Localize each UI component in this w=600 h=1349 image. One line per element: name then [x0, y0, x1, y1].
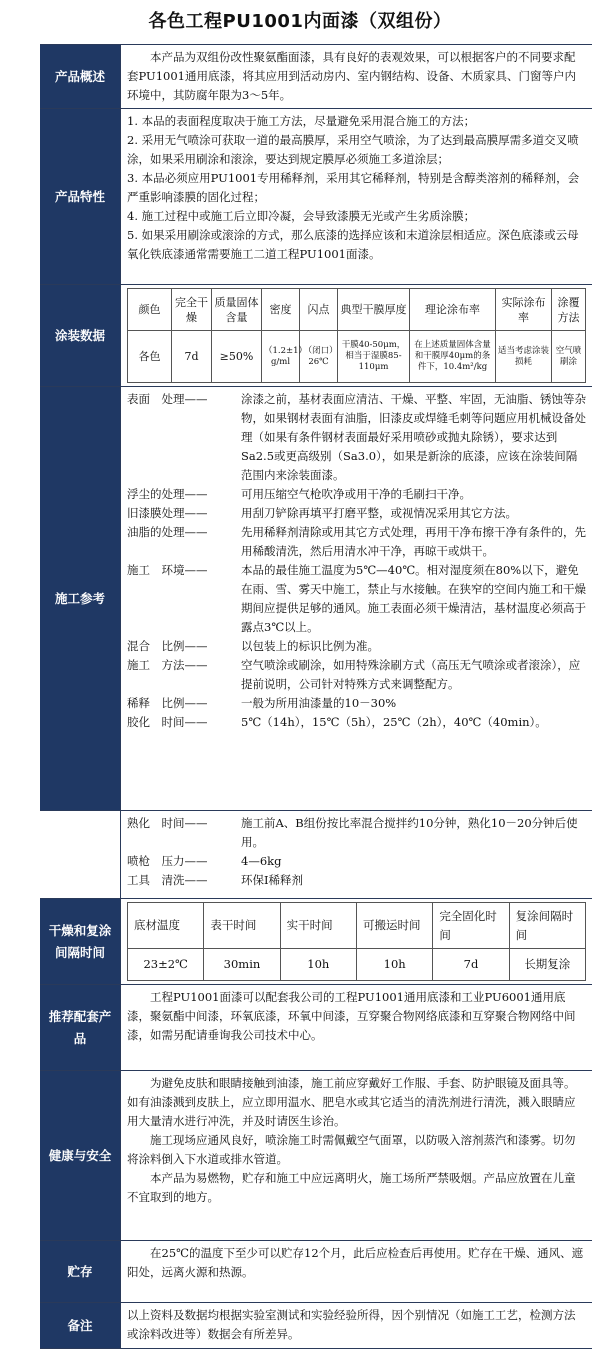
- curing-item: [127, 852, 586, 871]
- overview-heading: 产品概述: [40, 45, 121, 109]
- remarks-body: [121, 1303, 593, 1349]
- matching-heading: 推荐配套产品: [40, 985, 121, 1071]
- curing-label: 喷枪 压力——: [127, 854, 208, 868]
- drying-header-cell: 可搬运时间: [356, 903, 432, 949]
- coating-value-cell: 干膜40-50μm，相当于湿膜85-110μm: [338, 331, 410, 383]
- drying-header-cell: 底材温度: [128, 903, 204, 949]
- coating-value-cell: 在上述质量固体含量和干膜厚40μm的条件下，10.4m²/kg: [410, 331, 496, 383]
- drying-value-cell: 7d: [433, 949, 509, 981]
- construction-label: 浮尘的处理——: [127, 487, 208, 501]
- health-body: [121, 1071, 593, 1241]
- storage-text: 在25℃的温度下至少可以贮存12个月，此后应检查后再使用。贮存在干燥、通风、遮阳处，远离火源和热源。: [127, 1246, 584, 1279]
- coating-header-cell: 典型干膜厚度: [338, 289, 410, 331]
- construction-text: 5℃（14h），15℃（5h），25℃（2h），40℃（40min）。: [241, 715, 547, 729]
- coating-heading: 涂装数据: [40, 285, 121, 387]
- construction-text: 空气喷涂或刷涂，如用特殊涂刷方式（高压无气喷涂或者滚涂），应提前说明，公司针对特殊方式来调整配方。: [241, 658, 581, 691]
- coating-header-cell: 实际涂布率: [496, 289, 552, 331]
- matching-body: [121, 985, 593, 1071]
- construction-item: [127, 561, 586, 637]
- remarks-row: [40, 1303, 592, 1349]
- construction-text: 可用压缩空气枪吹净或用干净的毛刷扫干净。: [241, 487, 471, 501]
- feature-item: 4. 施工过程中或施工后立即冷凝，会导致漆膜无光或产生劣质涂膜；: [127, 209, 476, 223]
- construction-item: [127, 694, 586, 713]
- coating-row: [40, 285, 592, 387]
- coating-header-row: [128, 289, 586, 331]
- coating-value-cell: 空气喷刷涂: [552, 331, 586, 383]
- curing-text: 环保Ⅰ稀释剂: [241, 873, 304, 887]
- storage-heading: 贮存: [40, 1241, 121, 1303]
- matching-row: [40, 985, 592, 1071]
- coating-header-cell: 完全干燥: [172, 289, 212, 331]
- coating-body: [121, 285, 593, 387]
- construction-item: [127, 656, 586, 694]
- coating-header-cell: 理论涂布率: [410, 289, 496, 331]
- drying-value-cell: 长期复涂: [509, 949, 585, 981]
- overview-row: [40, 45, 592, 109]
- remarks-heading: 备注: [40, 1303, 121, 1349]
- coating-value-cell: 各色: [128, 331, 172, 383]
- feature-item: 1. 本品的表面程度取决于施工方法，尽量避免采用混合施工的方法；: [127, 114, 476, 128]
- coating-header-cell: 颜色: [128, 289, 172, 331]
- features-body: [121, 109, 593, 285]
- feature-item: 5. 如果采用刷涂或滚涂的方式，那么底漆的选择应该和末道涂层相适应。深色底漆或云母氧化铁底漆通常需要施工二道工程PU1001面漆。: [127, 228, 579, 261]
- feature-item: 2. 采用无气喷涂可获取一道的最高膜厚，采用空气喷涂，为了达到最高膜厚需多道交叉喷涂，如果采用刷涂和滚涂，要达到规定膜厚必须施工多道涂层；: [127, 133, 579, 166]
- construction-text: 以包装上的标识比例为准。: [241, 639, 379, 653]
- construction-row: [40, 387, 592, 811]
- health-paragraph: 施工现场应通风良好，喷涂施工时需佩戴空气面罩，以防吸入溶剂蒸汽和漆雾。切勿将涂料倒入下水道或排水管道。: [127, 1133, 576, 1166]
- coating-header-cell: 闪点: [300, 289, 338, 331]
- curing-body: [121, 811, 593, 899]
- construction-label: 稀释 比例——: [127, 696, 208, 710]
- coating-value-cell: 7d: [172, 331, 212, 383]
- construction-label: 油脂的处理——: [127, 525, 208, 539]
- drying-value-cell: 30min: [204, 949, 280, 981]
- curing-item: [127, 814, 586, 852]
- document-title: 各色工程PU1001内面漆（双组份）: [148, 11, 452, 32]
- storage-body: [121, 1241, 593, 1303]
- construction-text: 用刮刀铲除再填平打磨平整，或视情况采用其它方法。: [241, 506, 517, 520]
- construction-item: [127, 637, 586, 656]
- curing-item: [127, 871, 586, 890]
- curing-text: 4—6kg: [241, 854, 282, 868]
- construction-label: 施工 环境——: [127, 563, 208, 577]
- feature-item: 3. 本品必须应用PU1001专用稀释剂，采用其它稀释剂，特别是含醇类溶剂的稀释剂，会严重影响漆膜的固化过程；: [127, 171, 580, 204]
- drying-header-cell: 复涂间隔时间: [509, 903, 585, 949]
- overview-body: [121, 45, 593, 109]
- storage-row: [40, 1241, 592, 1303]
- coating-table: [127, 288, 586, 383]
- health-heading: 健康与安全: [40, 1071, 121, 1241]
- drying-value-cell: 10h: [280, 949, 356, 981]
- drying-body: [121, 899, 593, 985]
- drying-heading: 干燥和复涂间隔时间: [40, 899, 121, 985]
- coating-value-cell: ≥50%: [212, 331, 262, 383]
- construction-item: [127, 390, 586, 485]
- curing-heading-blank: [40, 811, 121, 899]
- construction-heading: 施工参考: [40, 387, 121, 811]
- construction-text: 涂漆之前，基材表面应清洁、干燥、平整、牢固，无油脂、锈蚀等杂物，如果钢材表面有油脂，旧漆皮或焊缝毛刺等问题应用机械设备处理（如果有条件钢材表面最好采用喷砂或抛丸除锈），要求达到Sa2.5或更高级别（Sa3.0），如果是新涂的底漆，应该在涂装间隔范围内来涂装面漆。: [241, 392, 586, 482]
- drying-header-row: [128, 903, 586, 949]
- coating-header-cell: 涂覆方法: [552, 289, 586, 331]
- health-paragraph: 本产品为易燃物，贮存和施工中应远离明火，施工场所严禁吸烟。产品应放置在儿童不宜取到的地方。: [127, 1171, 576, 1204]
- drying-value-cell: 23±2℃: [128, 949, 204, 981]
- construction-text: 先用稀释剂清除或用其它方式处理，再用干净布擦干净有条件的，先用稀酸清洗，然后用清水冲干净，再晾干或烘干。: [241, 525, 586, 558]
- curing-label: 熟化 时间——: [127, 816, 208, 830]
- coating-header-cell: 密度: [262, 289, 300, 331]
- spec-table: [40, 44, 592, 1349]
- construction-label: 混合 比例——: [127, 639, 208, 653]
- curing-row: [40, 811, 592, 899]
- curing-text: 施工前A、B组份按比率混合搅拌约10分钟，熟化10－20分钟后使用。: [241, 816, 578, 849]
- health-row: [40, 1071, 592, 1241]
- construction-label: 旧漆膜处理——: [127, 506, 208, 520]
- construction-text: 本品的最佳施工温度为5℃—40℃。相对湿度须在80%以下，避免在雨、雪、雾天中施工，禁止与水接触。在狭窄的空间内施工和干燥期间应提供足够的通风。施工表面必须干燥清洁，基材温度必须高于露点3℃以上。: [241, 563, 586, 634]
- construction-item: [127, 485, 586, 504]
- construction-item: [127, 713, 586, 732]
- drying-table: [127, 902, 586, 981]
- drying-value-row: [128, 949, 586, 981]
- coating-value-cell: 适当考虑涂装损耗: [496, 331, 552, 383]
- drying-header-cell: 完全固化时间: [433, 903, 509, 949]
- features-heading: 产品特性: [40, 109, 121, 285]
- drying-header-cell: 表干时间: [204, 903, 280, 949]
- construction-label: 施工 方法——: [127, 658, 208, 672]
- coating-value-row: [128, 331, 586, 383]
- overview-text: 本产品为双组份改性聚氨酯面漆，具有良好的表观效果，可以根据客户的不同要求配套PU1001通用底漆，将其应用到活动房内、室内钢结构、设备、木质家具、门窗等户内环境中，其防腐年限为3～5年。: [127, 50, 576, 102]
- construction-body: [121, 387, 593, 811]
- drying-row: [40, 899, 592, 985]
- coating-value-cell: （闭口）26℃: [300, 331, 338, 383]
- construction-label: 胶化 时间——: [127, 715, 208, 729]
- construction-item: [127, 504, 586, 523]
- remarks-text: 以上资料及数据均根据实验室测试和实验经验所得，因个别情况（如施工工艺，检测方法或涂料改进等）数据会有所差异。: [127, 1308, 576, 1341]
- health-paragraph: 为避免皮肤和眼睛接触到油漆，施工前应穿戴好工作服、手套、防护眼镜及面具等。如有油漆溅到皮肤上，应立即用温水、肥皂水或其它适当的清洗剂进行清洗，溅入眼睛应用大量清水进行冲洗，并及时请医生诊治。: [127, 1076, 576, 1128]
- features-row: [40, 109, 592, 285]
- coating-header-cell: 质量固体含量: [212, 289, 262, 331]
- curing-label: 工具 清洗——: [127, 873, 208, 887]
- construction-label: 表面 处理——: [127, 392, 208, 406]
- matching-text: 工程PU1001面漆可以配套我公司的工程PU1001通用底漆和工业PU6001通用底漆，聚氨酯中间漆，环氧底漆，环氧中间漆，互穿聚合物网络底漆和互穿聚合物网络中间漆，如需另配请垂询我公司技术中心。: [127, 990, 576, 1042]
- drying-header-cell: 实干时间: [280, 903, 356, 949]
- coating-value-cell: （1.2±1）g/ml: [262, 331, 300, 383]
- construction-item: [127, 523, 586, 561]
- construction-text: 一般为所用油漆量的10－30%: [241, 696, 397, 710]
- drying-value-cell: 10h: [356, 949, 432, 981]
